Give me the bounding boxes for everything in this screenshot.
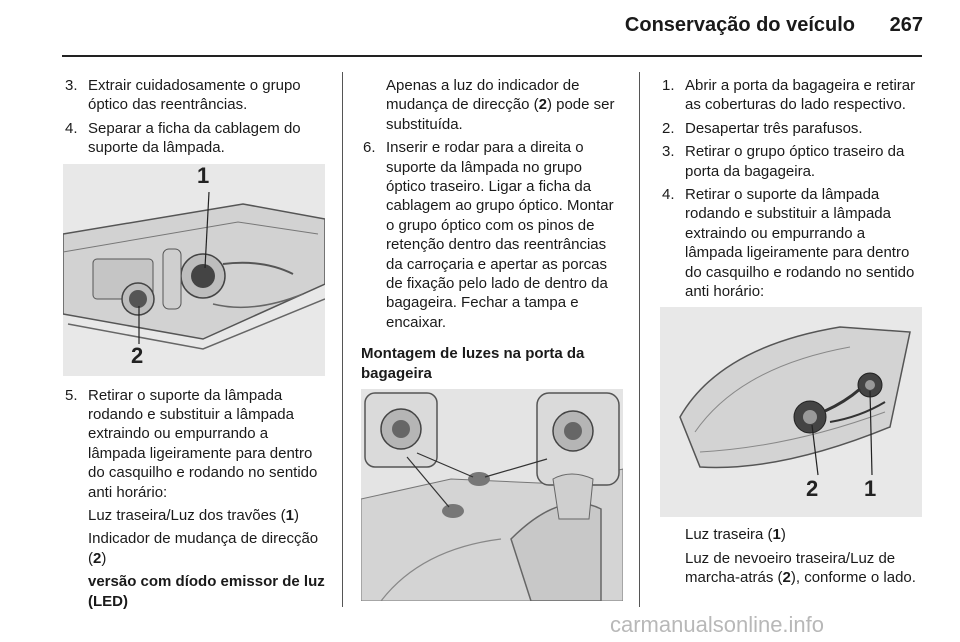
item-turn-indicator: Indicador de mudança de direcção (2) [88,530,319,567]
step-6: 6. Inserir e rodar para a direita o suporte da lâmpada no grupo óptico traseiro. Ligar a ficha da cablagem ao grupo óptico. Montar o grupo óptico com os pinos de retenção dentro das reentrâncias da carroçaria e apertar as porcas de fixação pelo lado de dentro da bagageira. Fechar a tampa e encaixar. [363,139,614,331]
callout-1: 1 [864,476,877,502]
section-heading: Montagem de luzes na porta da bagageira [361,345,585,382]
callout-1: 1 [197,163,210,188]
page-number: 267 [889,14,923,36]
item-fog-reverse-light: Luz de nevoeiro traseira/Luz de marcha-atrás (2), conforme o lado. [685,549,916,587]
tail-lamp-illustration [63,164,325,376]
column-3 [660,76,922,592]
tailgate-lamp-illustration [660,307,922,517]
step-3: 3. Extrair cuidadosamente o grupo óptico das reentrâncias. [65,77,301,114]
watermark: carmanualsonline.info [610,612,825,637]
column-divider-2 [639,72,640,607]
figure-tailgate-lamp-bulbs [660,307,922,517]
led-version-heading: versão com díodo emissor de luz (LED) [88,573,325,610]
item-tail-light: Luz traseira (1) [685,526,786,544]
header-title: Conservação do veículo [624,14,855,36]
item-tail-brake-light: Luz traseira/Luz dos travões (1) [88,507,299,525]
figure-tailgate-screws [361,389,623,601]
step-3b: 3. Retirar o grupo óptico traseiro da porta da bagageira. [662,143,905,180]
column-2 [361,76,626,601]
step-4: 4. Separar a ficha da cablagem do suporte da lâmpada. [65,119,301,157]
column-1 [63,76,328,615]
header-rule [62,55,922,57]
figure-tail-lamp-bulbs [63,164,325,376]
step-2: 2. Desapertar três parafusos. [662,119,863,137]
callout-2: 2 [131,342,144,368]
column-divider-1 [342,72,343,607]
step-4b: 4. Retirar o suporte da lâmpada rodando e substituir a lâmpada extraindo ou empurrando a lâmpada ligeiramente para dentro do casquilho e rodando no sentido anti horário: [662,186,915,301]
led-note: Apenas a luz do indicador de mudança de direcção (2) pode ser substituída. [386,77,615,133]
step-5: 5. Retirar o suporte da lâmpada rodando e substituir a lâmpada extraindo ou empurrando a lâmpada ligeiramente para dentro do casquilho e rodando no sentido anti horário: [65,386,318,501]
callout-2: 2 [806,476,819,502]
step-1: 1. Abrir a porta da bagageira e retirar as coberturas do lado respectivo. [662,77,916,114]
tailgate-illustration [361,389,623,601]
